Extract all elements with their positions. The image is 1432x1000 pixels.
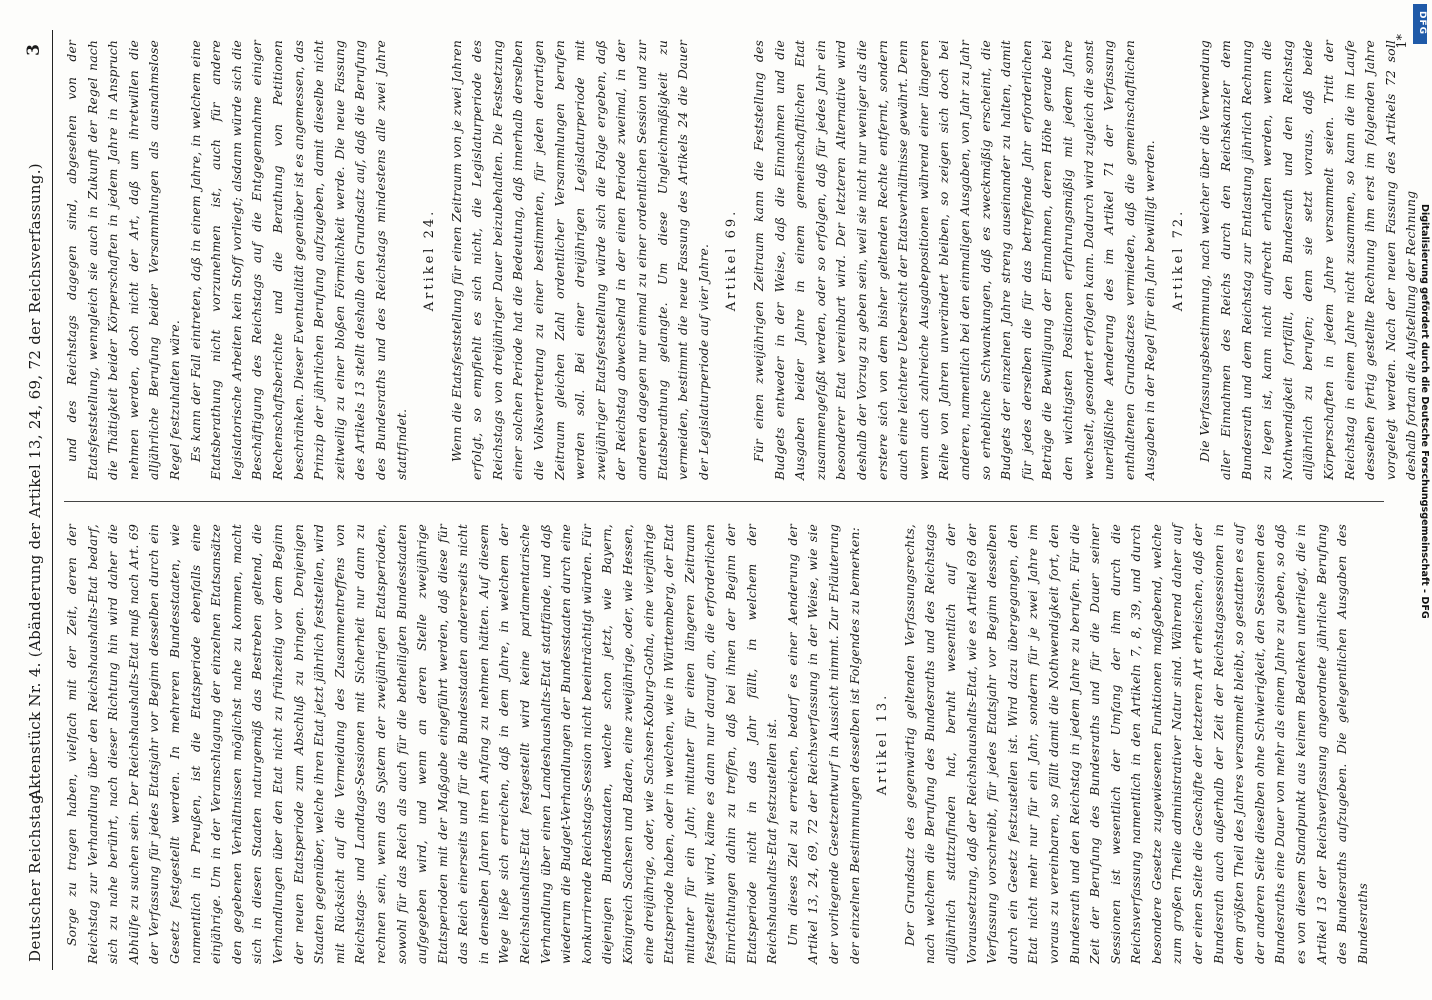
- paragraph: und des Reichstags dagegen sind, abgesehen von der Etatsfeststellung, wenngleich sie auch in Zukunft der Regel nach die Thätigkeit beider Körperschaften in jedem Jahre in Anspruch nehmen werden, doch nicht der Art, daß um ihretwillen die alljährliche Berufung beider Versammlungen als ausnahmslose Regel festzuhalten wäre.: [64, 40, 182, 480]
- section-heading-artikel-72: Artikel 72.: [1170, 208, 1186, 312]
- section-heading-artikel-13: Artikel 13.: [875, 692, 891, 796]
- page-number: 3: [24, 44, 44, 56]
- section-heading-artikel-24: Artikel 24.: [422, 208, 438, 312]
- page-header: [18, 30, 53, 970]
- text-column-right: [62, 40, 1419, 480]
- header-publication: Deutscher Reichstag.: [26, 788, 44, 962]
- paragraph: Sorge zu tragen haben, vielfach mit der Zeit, deren der Reichstag zur Verhandlung über den Reichshaushalts-Etat bedarf, sich zu nahe berührt, nach dieser Richtung hin wird daher die Abhülfe zu suchen sein. Der Reichshaushalts-Etat muß nach Art. 69 der Verfassung für jedes Etatsjahr vor Beginn desselben durch ein Gesetz festgestellt werden. In mehreren Bundesstaaten, wie namentlich in Preußen, ist die Etatsperiode ebenfalls eine einjährige. Um in der Veranschlagung der einzelnen Etatsansätze den gegebenen Verhältnissen möglichst nahe zu kommen, macht sich in diesen Staaten naturgemäß das Bestreben geltend, die Verhandlungen über den Etat nicht zu frühzeitig vor dem Beginn der neuen Etatsperiode zum Abschluß zu bringen. Denjenigen Staaten gegenüber, welche ihren Etat jetzt jährlich feststellen, wird mit Rücksicht auf die Vermeidung des Zusammentreffens von Reichstags- und Landtags-Sessionen mit Sicherheit nur dann zu rechnen sein, wenn das System der zweijährigen Etatsperioden, sowohl für das Reich als auch für die betheiligten Bundesstaaten aufgegeben wird, und wenn an deren Stelle zweijährige Etatsperioden mit der Maßgabe eingeführt werden, daß diese für das Reich einerseits und für die Bundesstaaten andererseits nicht in denselben Jahren ihren Anfang zu nehmen hätten. Auf diesem Wege ließe sich erreichen, daß in dem Jahre, in welchem der Reichshaushalts-Etat festgestellt wird keine parlamentarische Verhandlung über einen Landeshaushalts-Etat stattfände, und daß wiederum die Budget-Verhandlungen der Bundesstaaten durch eine konkurrirende Reichstags-Session nicht beeinträchtigt würden. Für diejenigen Bundesstaaten, welche schon jetzt, wie Bayern, Königreich Sachsen und Baden, eine zweijährige, oder, wie Hessen, eine dreijährige, oder, wie Sachsen-Koburg-Gotha, eine vierjährige Etatsperiode haben, oder in welchen, wie in Württemberg, der Etat mitunter für ein Jahr, mitunter für einen längeren Zeitraum festgestellt wird, käme es dann nur darauf an, die erforderlichen Einrichtungen dahin zu treffen, daß bei ihnen der Beginn der Etatsperiode nicht in das Jahr fällt, in welchem der Reichshaushalts-Etat festzustellen ist.: [64, 524, 780, 964]
- header-document-title: Aktenstück Nr. 4. (Abänderung der Artikel 13, 24, 69, 72 der Reichsverfassung.): [26, 163, 44, 800]
- paragraph: Für einen zweijährigen Zeitraum kann die Feststellung des Budgets entweder in der Weise, daß die Einnahmen und die Ausgaben beider Jahre in einem gemeinschaftlichen Etat zusammengefaßt werden, oder so erfolgen, daß für jedes Jahr ein besonderer Etat vereinbart wird. Der letzteren Alternative wird deshalb der Vorzug zu geben sein, weil sie nicht nur weniger als die erstere sich von dem bisher geltenden Rechte entfernt, sondern auch eine leichtere Uebersicht der Etatsverhältnisse gewährt. Denn wenn auch zahlreiche Ausgabepositionen während einer längeren Reihe von Jahren unverändert bleiben, so zeigen sich doch bei anderen, namentlich bei den einmaligen Ausgaben, von Jahr zu Jahr so erhebliche Schwankungen, daß es zweckmäßig erscheint, die Budgets der einzelnen Jahre streng auseinander zu halten, damit für jedes derselben die für das betreffende Jahr erforderlichen Beträge die Bewilligung der Einnahmen, deren Höhe gerade bei den wichtigsten Positionen erfahrungsmäßig mit jedem Jahre wechselt, gesondert erfolgen kann. Dadurch wird zugleich die sonst unerläßliche Aenderung des im Artikel 71 der Verfassung enthaltenen Grundsatzes vermieden, daß die gemeinschaftlichen Ausgaben in der Regel für ein Jahr bewilligt werden.: [751, 40, 1158, 480]
- paragraph: Der Grundsatz des gegenwärtig geltenden Verfassungsrechts, nach welchem die Berufung des Bundesraths und des Reichstags alljährlich stattzufinden hat, beruht wesentlich auf der Voraussetzung, daß der Reichshaushalts-Etat, wie es Artikel 69 der Verfassung vorschreibt, für jedes Etatsjahr vor Beginn desselben durch ein Gesetz festzustellen ist. Wird dazu übergegangen, den Etat nicht mehr nur für ein Jahr, sondern für je zwei Jahre im voraus zu vereinbaren, so fällt damit die Nothwendigkeit fort, den Bundesrath und den Reichstag in jedem Jahre zu berufen. Für die Zeit der Berufung des Bundesraths und für die Dauer seiner Sessionen ist wesentlich der Umfang der ihm durch die Reichsverfassung namentlich in den Artikeln 7, 8, 39, und durch besondere Gesetze zugewiesenen Funktionen maßgebend, welche zum großen Theile administrativer Natur sind. Während daher auf der einen Seite die Geschäfte der letzteren Art erheischen, daß der Bundesrath auch außerhalb der Zeit der Reichstagssessionen in dem größten Theil des Jahres versammelt bleibt, so gestatten es auf der anderen Seite dieselben ohne Schwierigkeit, den Sessionen des Bundesraths eine Dauer von mehr als einem Jahre zu geben, so daß es von diesem Standpunkt aus keinem Bedenken unterliegt, die in Artikel 13 der Reichsverfassung angeordnete jährliche Berufung des Bundesraths aufzugeben. Die gelegentlichen Ausgaben des Bundesraths: [901, 524, 1370, 964]
- column-divider: [64, 501, 1384, 502]
- paragraph: Es kann der Fall eintreten, daß in einem Jahre, in welchem eine Etatsberathung nicht vorzunehmen ist, auch für andere legislatorische Arbeiten kein Stoff vorliegt; alsdann würde sich die Beschäftigung des Reichstags auf die Entgegennahme einiger Rechenschaftsberichte und die Berathung von Petitionen beschränken. Dieser Eventualität gegenüber ist es angemessen, das Prinzip der jährlichen Berufung aufzugeben, damit dieselbe nicht zeitweilig zu einer bloßen Förmlichkeit werde. Die neue Fassung des Artikels 13 stellt deshalb den Grundsatz auf, daß die Berufung des Bundesraths und des Reichstags mindestens alle zwei Jahre stattfindet.: [187, 40, 409, 480]
- paragraph: Die Verfassungsbestimmung, nach welcher über die Verwendung aller Einnahmen des Reichs durch den Reichskanzler dem Bundesrath und dem Reichstag zur Entlastung jährlich Rechnung zu legen ist, kann nicht aufrecht erhalten werden, wenn die Nothwendigkeit fortfällt, den Bundesrath und den Reichstag alljährlich zu berufen; denn sie setzt voraus, daß beide Körperschaften in jedem Jahre versammelt seien. Tritt der Reichstag in einem Jahre nicht zusammen, so kann die im Laufe desselben fertig gestellte Rechnung ihm erst im folgenden Jahre vorgelegt werden. Nach der neuen Fassung des Artikels 72 soll deshalb fortan die Aufstellung der Rechnung: [1197, 40, 1419, 480]
- sheet-signature-mark: 1*: [1395, 34, 1410, 49]
- digitization-credit-text: Digitalisierung gefördert durch die Deutsche Forschungsgemeinschaft - DFG: [1419, 204, 1430, 619]
- paragraph: Um dieses Ziel zu erreichen, bedarf es einer Aenderung der Artikel 13, 24, 69, 72 der Reichsverfassung in der Weise, wie sie der vorliegende Gesetzentwurf in Aussicht nimmt. Zur Erläuterung der einzelnen Bestimmungen desselben ist Folgendes zu bemerken:: [784, 524, 862, 964]
- digitization-credit: [1408, 8, 1430, 992]
- paragraph: Wenn die Etatsfeststellung für einen Zeitraum von je zwei Jahren erfolgt, so empfiehlt es sich nicht, die Legislaturperiode des Reichstags von dreijähriger Dauer beizubehalten. Die Festsetzung einer solchen Periode hat die Bedeutung, daß innerhalb derselben die Volksvertretung zu einer bestimmten, für jeden derartigen Zeitraum gleichen Zahl ordentlicher Versammlungen berufen werden soll. Bei einer dreijährigen Legislaturperiode mit zweijähriger Etatsfeststellung würde sich die Folge ergeben, daß der Reichstag abwechselnd in der einen Periode zweimal, in der anderen dagegen nur einmal zu einer ordentlichen Session und zur Etatsberathung gelangte. Um diese Ungleichmäßigkeit zu vermeiden, bestimmt die neue Fassung des Artikels 24 die Dauer der Legislaturperiode auf vier Jahre.: [448, 40, 711, 480]
- rotated-document-page: [12, 20, 1419, 980]
- dfg-logo-text: DFG: [1417, 11, 1427, 36]
- section-heading-artikel-69: Artikel 69.: [724, 208, 740, 312]
- text-column-left: [62, 524, 1382, 964]
